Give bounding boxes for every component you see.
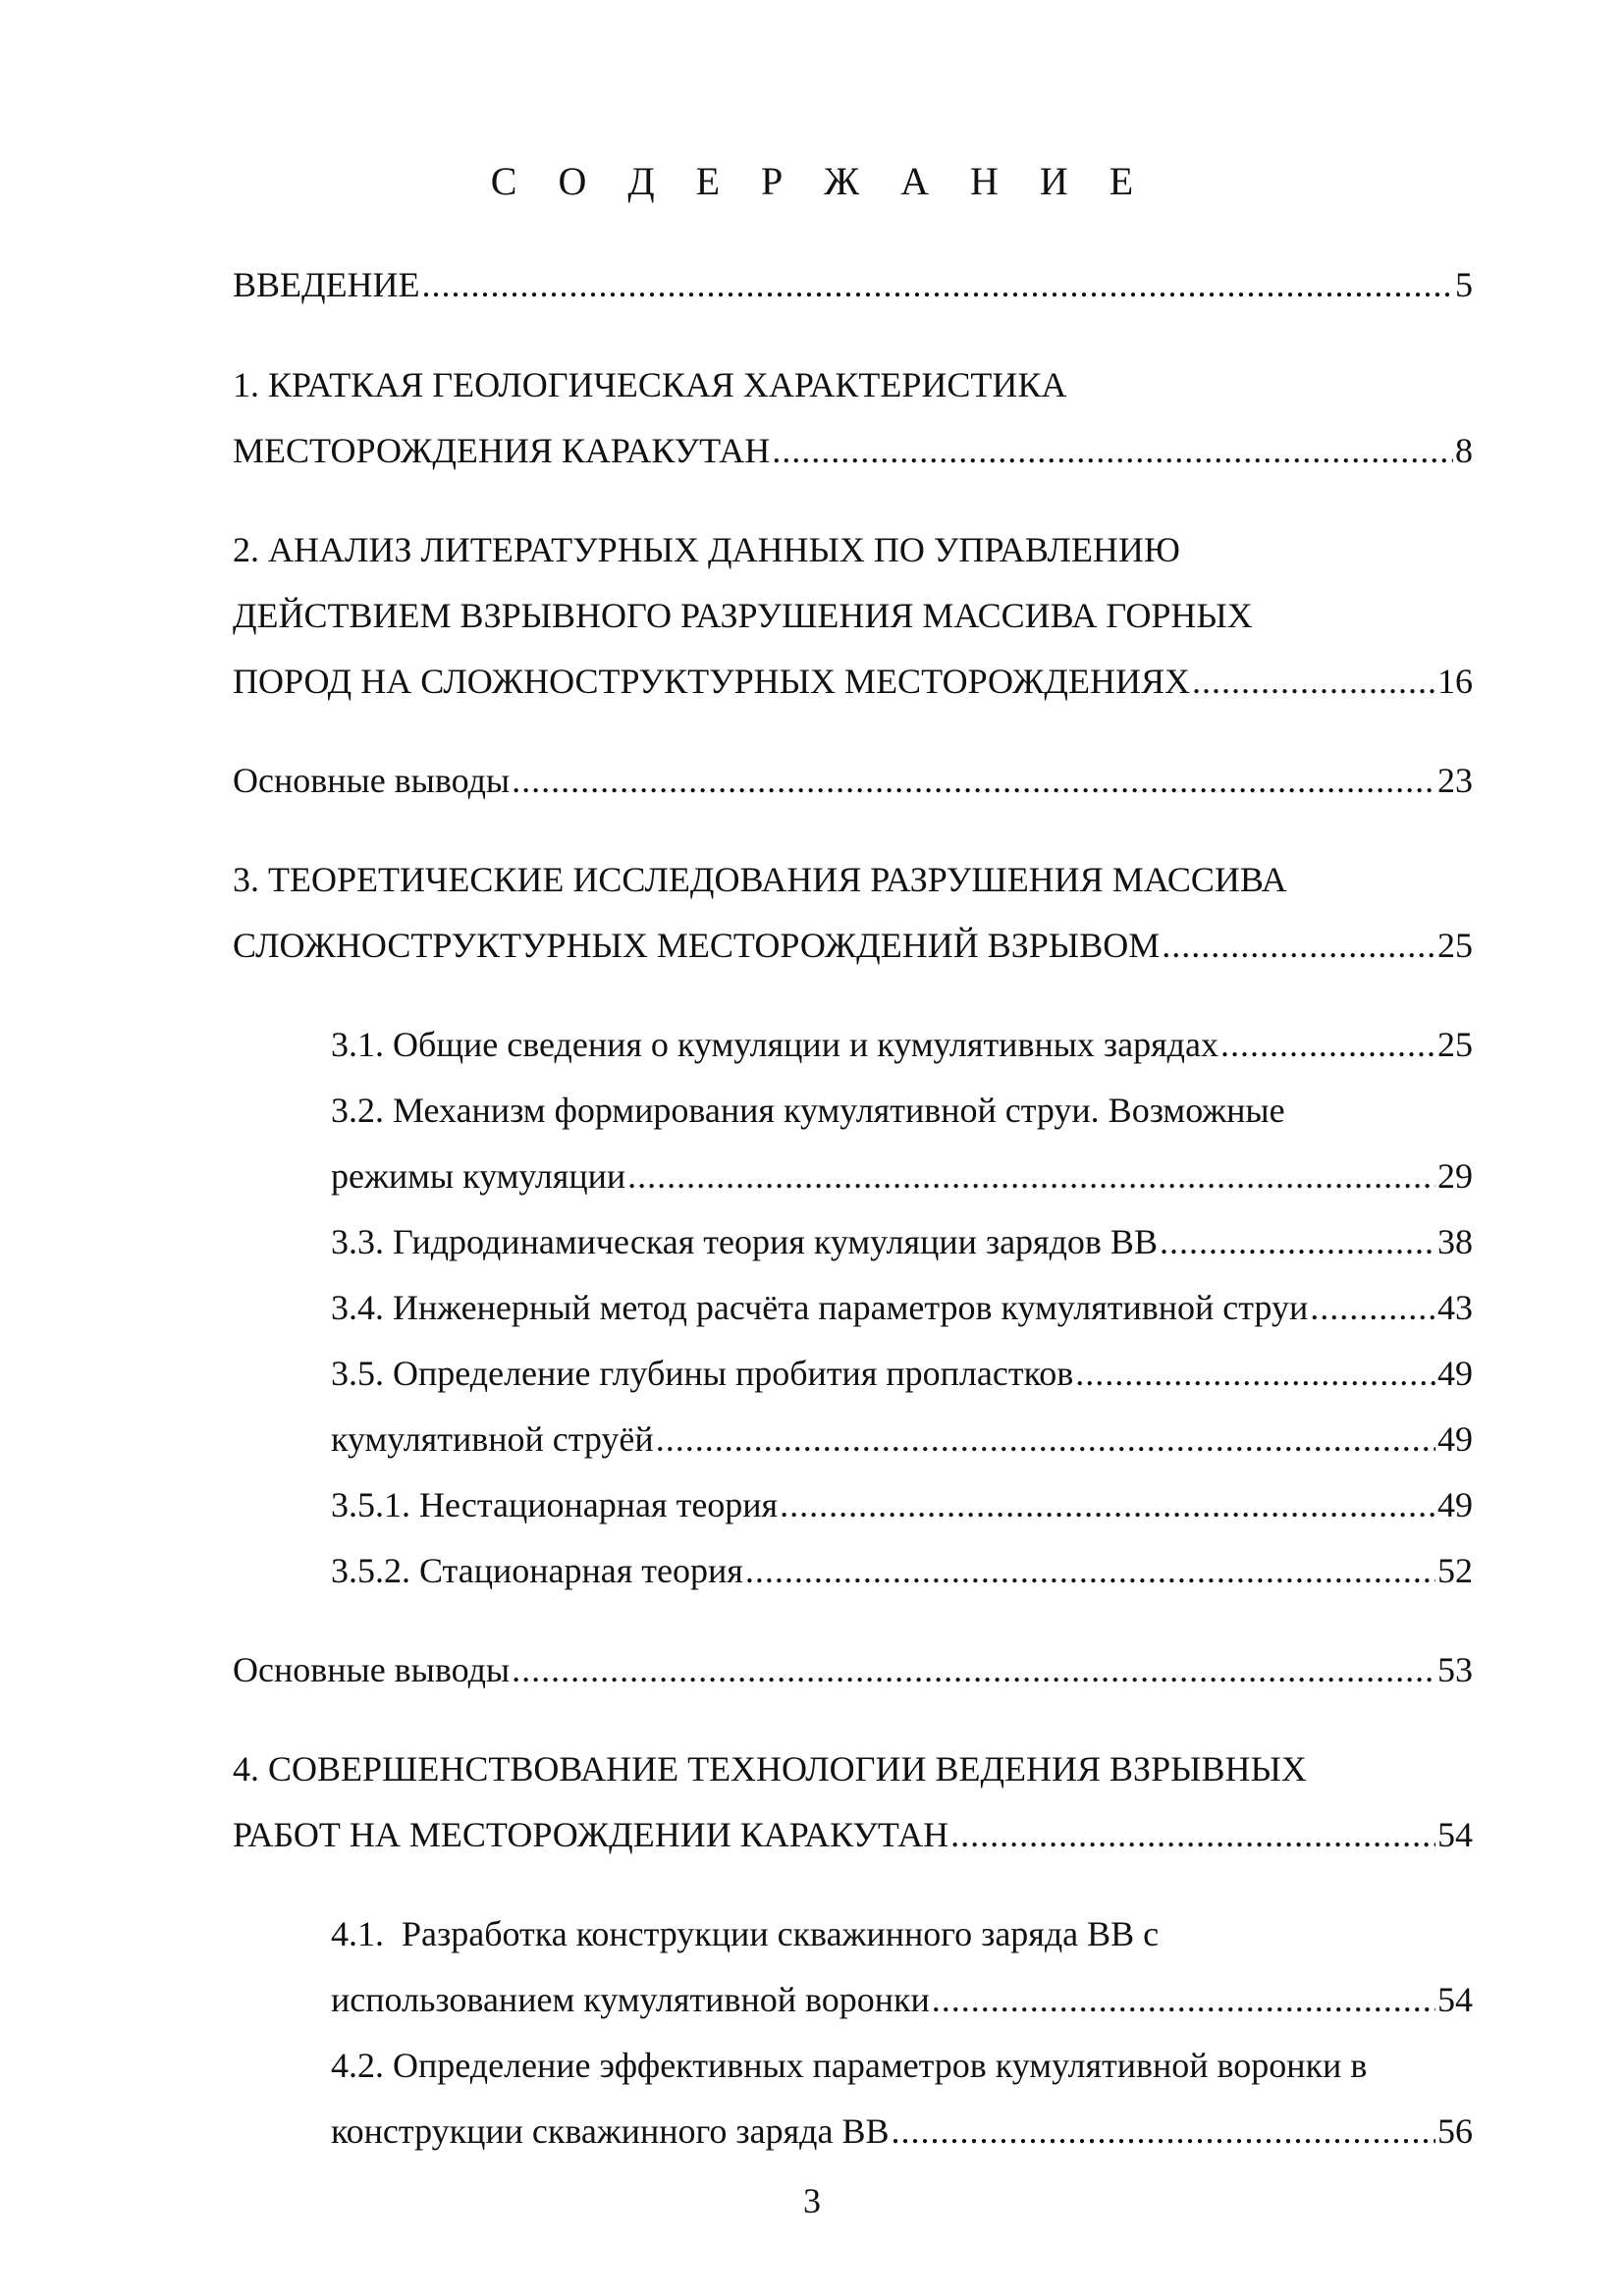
page-number: 3: [803, 2181, 821, 2220]
toc-entry-page: 54: [1437, 1980, 1473, 2019]
toc-entry-chapter-2-line-1[interactable]: [233, 522, 1473, 577]
toc-entry-page: 25: [1437, 1025, 1473, 1064]
toc-entry-introduction[interactable]: [233, 257, 1473, 312]
toc-entry-chapter-2-line-3[interactable]: [233, 654, 1473, 709]
toc-entry-text: конструкции скважинного заряда ВВ: [331, 2111, 890, 2151]
toc-entry-text: 3.5.2. Стационарная теория: [331, 1551, 743, 1590]
dot-leader: [932, 1972, 1435, 2027]
dot-leader: [745, 1543, 1435, 1598]
toc-entry-section-3-1[interactable]: [331, 1017, 1473, 1072]
toc-entry-chapter-1-line-2[interactable]: [233, 423, 1473, 478]
dot-leader: [512, 753, 1435, 808]
dot-leader: [1162, 918, 1435, 973]
toc-entry-page: 5: [1455, 265, 1473, 304]
toc-entry-text: 3.3. Гидродинамическая теория кумуляции зарядов ВВ: [331, 1222, 1158, 1261]
toc-entry-text: ДЕЙСТВИЕМ ВЗРЫВНОГО РАЗРУШЕНИЯ МАССИВА ГОРНЫХ: [233, 596, 1253, 635]
toc-entry-page: 29: [1437, 1156, 1473, 1196]
dot-leader: [656, 1412, 1435, 1467]
toc-entry-page: 56: [1437, 2111, 1473, 2151]
toc-entry-page: 23: [1437, 761, 1473, 800]
toc-entry-chapter-4-line-1[interactable]: [233, 1741, 1473, 1796]
toc-entry-text: 4.2. Определение эффективных параметров кумулятивной воронки в: [331, 2046, 1368, 2085]
dot-leader: [512, 1642, 1435, 1697]
dot-leader: [950, 1807, 1435, 1862]
toc-entry-text: Основные выводы: [233, 1650, 511, 1689]
toc-entry-text: кумулятивной струёй: [331, 1419, 654, 1459]
toc-entry-text: 2. АНАЛИЗ ЛИТЕРАТУРНЫХ ДАННЫХ ПО УПРАВЛЕНИЮ: [233, 530, 1180, 569]
toc-entry-section-4-2-line-2[interactable]: [331, 2104, 1473, 2159]
toc-entry-page: 49: [1437, 1419, 1473, 1459]
toc-entry-section-3-2-line-2[interactable]: [331, 1148, 1473, 1203]
dot-leader: [1220, 1017, 1435, 1072]
toc-entry-conclusions-2[interactable]: [233, 1642, 1473, 1697]
toc-entry-text: ПОРОД НА СЛОЖНОСТРУКТУРНЫХ МЕСТОРОЖДЕНИЯХ: [233, 662, 1190, 701]
dot-leader: [627, 1148, 1435, 1203]
toc-entry-page: 25: [1437, 926, 1473, 965]
toc-entry-section-3-3[interactable]: [331, 1214, 1473, 1269]
toc-entry-text: 3.5.1. Нестационарная теория: [331, 1485, 779, 1524]
toc-entry-text: 3.4. Инженерный метод расчёта параметров кумулятивной струи: [331, 1288, 1309, 1327]
dot-leader: [891, 2104, 1435, 2159]
toc-entry-text: Основные выводы: [233, 761, 511, 800]
toc-entry-page: 52: [1437, 1551, 1473, 1590]
toc-entry-chapter-3-line-2[interactable]: [233, 918, 1473, 973]
dot-leader: [1310, 1280, 1435, 1335]
toc-entry-text: 3.5. Определение глубины пробития пропластков: [331, 1354, 1074, 1393]
toc-entry-section-3-4[interactable]: [331, 1280, 1473, 1335]
toc-entry-section-4-1-line-2[interactable]: [331, 1972, 1473, 2027]
toc-entry-section-4-1-line-1[interactable]: [331, 1906, 1473, 1961]
toc-entry-page: 16: [1437, 662, 1473, 701]
toc-entry-text: СЛОЖНОСТРУКТУРНЫХ МЕСТОРОЖДЕНИЙ ВЗРЫВОМ: [233, 926, 1161, 965]
dot-leader: [422, 257, 1453, 312]
toc-entry-text: 3.1. Общие сведения о кумуляции и кумулятивных зарядах: [331, 1025, 1218, 1064]
toc-entry-section-3-5-continued[interactable]: [331, 1412, 1473, 1467]
toc-entry-chapter-1-line-1[interactable]: [233, 357, 1473, 412]
toc-entry-chapter-3-line-1[interactable]: [233, 852, 1473, 907]
toc-entry-text: ВВЕДЕНИЕ: [233, 265, 420, 304]
toc-entry-section-4-2-line-1[interactable]: [331, 2038, 1473, 2093]
toc-entry-text: МЕСТОРОЖДЕНИЯ КАРАКУТАН: [233, 431, 771, 470]
toc-entry-text: РАБОТ НА МЕСТОРОЖДЕНИИ КАРАКУТАН: [233, 1815, 949, 1854]
toc-entry-page: 38: [1437, 1222, 1473, 1261]
toc-title: С О Д Е Р Ж А Н И Е: [490, 159, 1150, 203]
toc-entry-chapter-2-line-2[interactable]: [233, 588, 1473, 643]
toc-entry-text: 4. СОВЕРШЕНСТВОВАНИЕ ТЕХНОЛОГИИ ВЕДЕНИЯ ВЗРЫВНЫХ: [233, 1749, 1307, 1789]
dot-leader: [1192, 654, 1435, 709]
toc-entry-text: 3.2. Механизм формирования кумулятивной струи. Возможные: [331, 1091, 1285, 1130]
toc-entry-conclusions-1[interactable]: [233, 753, 1473, 808]
dot-leader: [772, 423, 1453, 478]
toc-entry-text: режимы кумуляции: [331, 1156, 626, 1196]
toc-entry-page: 53: [1437, 1650, 1473, 1689]
toc-entry-section-3-5[interactable]: [331, 1346, 1473, 1401]
toc-entry-section-3-2-line-1[interactable]: [331, 1083, 1473, 1138]
toc-entry-page: 54: [1437, 1815, 1473, 1854]
toc-entry-page: 8: [1455, 431, 1473, 470]
toc-entry-text: 4.1. Разработка конструкции скважинного заряда ВВ с: [331, 1914, 1160, 1953]
dot-leader: [1075, 1346, 1435, 1401]
toc-entry-section-3-5-2[interactable]: [331, 1543, 1473, 1598]
toc-entry-page: 49: [1437, 1354, 1473, 1393]
toc-entry-chapter-4-line-2[interactable]: [233, 1807, 1473, 1862]
toc-entry-page: 49: [1437, 1485, 1473, 1524]
dot-leader: [1160, 1214, 1435, 1269]
toc-entry-text: использованием кумулятивной воронки: [331, 1980, 930, 2019]
toc-entry-page: 43: [1437, 1288, 1473, 1327]
dot-leader: [780, 1477, 1435, 1532]
toc-entry-text: 3. ТЕОРЕТИЧЕСКИЕ ИССЛЕДОВАНИЯ РАЗРУШЕНИЯ МАССИВА: [233, 860, 1287, 899]
toc-entry-text: 1. КРАТКАЯ ГЕОЛОГИЧЕСКАЯ ХАРАКТЕРИСТИКА: [233, 365, 1067, 404]
toc-entry-section-3-5-1[interactable]: [331, 1477, 1473, 1532]
